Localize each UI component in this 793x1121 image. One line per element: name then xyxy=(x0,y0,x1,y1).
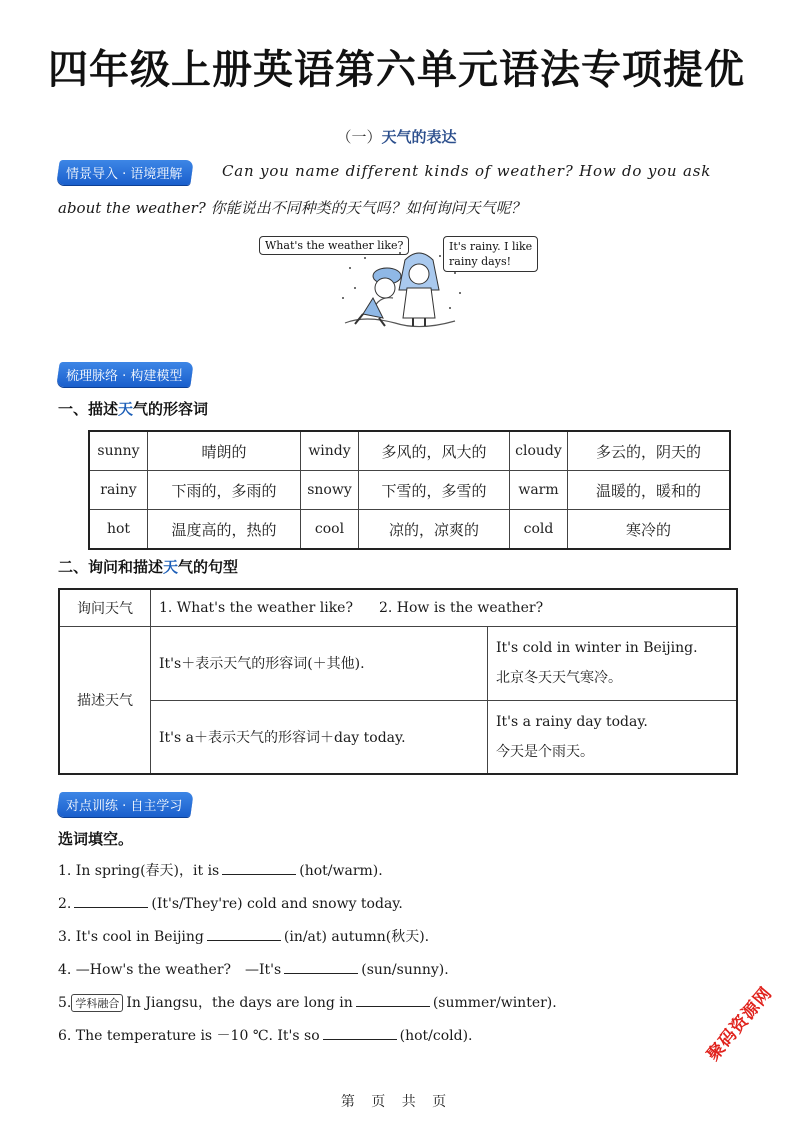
ask-questions: 1. What's the weather like? 2. How is the weather? xyxy=(151,589,738,626)
intro-line-1: Can you name different kinds of weather? How do you ask xyxy=(222,162,712,180)
table-row: rainy 下雨的，多雨的 snowy 下雪的，多雪的 warm 温暖的，暖和的 xyxy=(89,471,730,510)
practice-tag: 对点训练 · 自主学习 xyxy=(56,792,194,817)
section-number: （一） xyxy=(336,128,382,146)
table-row xyxy=(59,589,737,626)
exercise-item: 1. In spring(春天)，it is (hot/warm). xyxy=(58,860,383,880)
table-row: hot 温度高的，热的 cool 凉的，凉爽的 cold 寒冷的 xyxy=(89,510,730,550)
sentence-pattern-table xyxy=(58,588,738,775)
exercise-item: 2. (It's/They're) cold and snowy today. xyxy=(58,893,403,912)
adjective-table xyxy=(88,430,731,550)
section-title xyxy=(0,126,793,147)
page-footer: 第 页 共 页 xyxy=(340,1094,453,1110)
model-tag: 梳理脉络 · 构建模型 xyxy=(56,362,194,387)
pattern-2: It's a＋表示天气的形容词＋day today. xyxy=(151,700,488,774)
answer-blank[interactable] xyxy=(74,893,148,908)
intro-tag: 情景导入 · 语境理解 xyxy=(56,160,194,185)
answer-blank[interactable] xyxy=(222,860,296,875)
weather-illustration xyxy=(255,228,545,346)
pattern-1: It's＋表示天气的形容词(＋其他). xyxy=(151,626,488,700)
children-in-rain-icon xyxy=(255,228,545,346)
section-label: 天气的表达 xyxy=(381,128,457,146)
answer-blank[interactable] xyxy=(207,926,281,941)
subject-integration-badge: 学科融合 xyxy=(71,994,123,1012)
table-row: sunny 晴朗的 windy 多风的，风大的 cloudy 多云的，阴天的 xyxy=(89,431,730,471)
part2-heading: 二、询问和描述天气的句型 xyxy=(58,558,239,576)
example-2: It's a rainy day today. 今天是个雨天。 xyxy=(488,700,738,774)
table-row xyxy=(59,700,737,774)
ask-label: 询问天气 xyxy=(59,589,151,626)
exercise-item: 3. It's cool in Beijing (in/at) autumn(秋天). xyxy=(58,926,429,946)
example-1: It's cold in winter in Beijing. 北京冬天天气寒冷。 xyxy=(488,626,738,700)
intro-line-2: about the weather? 你能说出不同种类的天气吗？如何询问天气呢？ xyxy=(58,199,526,217)
answer-blank[interactable] xyxy=(284,959,358,974)
exercise-item: 4. —How's the weather? —It's (sun/sunny). xyxy=(58,959,449,979)
table-row xyxy=(59,626,737,700)
answer-blank[interactable] xyxy=(356,992,430,1007)
exercise-item: 6. The temperature is －10 ℃. It's so (hot/cold). xyxy=(58,1025,473,1045)
exercise-instruction: 选词填空。 xyxy=(58,830,134,848)
speech-bubble-right: It's rainy. I like rainy days! xyxy=(443,236,538,272)
answer-blank[interactable] xyxy=(323,1025,397,1040)
part1-heading: 一、描述天气的形容词 xyxy=(58,400,209,418)
watermark: 聚码资源网 xyxy=(703,983,777,1066)
describe-label: 描述天气 xyxy=(59,626,151,774)
page-title: 四年级上册英语第六单元语法专项提优 xyxy=(48,47,745,93)
exercise-item: 5. 学科融合 In Jiangsu，the days are long in (summer/winter). xyxy=(58,992,557,1012)
speech-bubble-left: What's the weather like? xyxy=(259,236,409,255)
